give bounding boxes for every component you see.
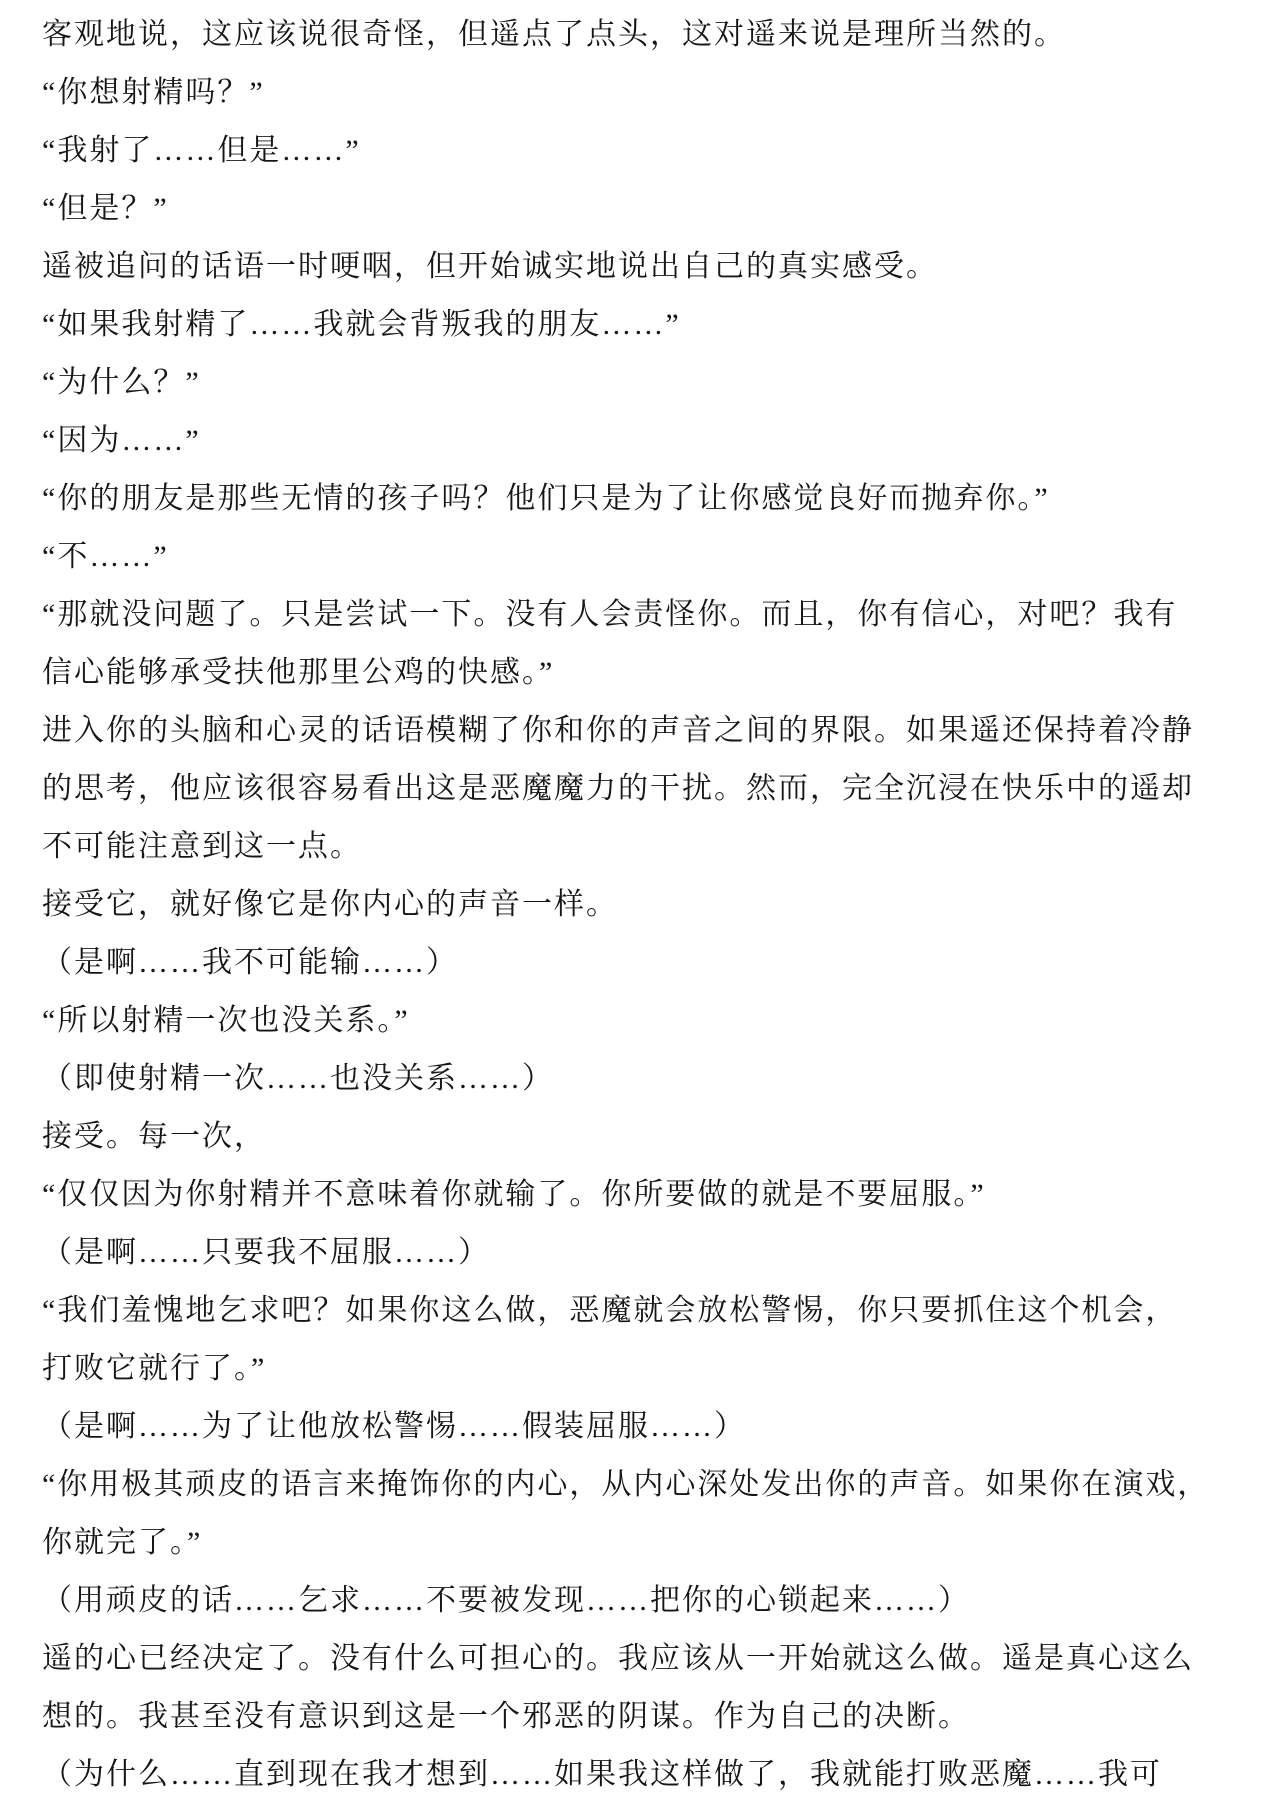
text-line: “所以射精一次也没关系。” bbox=[42, 1004, 410, 1037]
text-line: 接受。每一次， bbox=[42, 1120, 266, 1153]
text-line: 打败它就行了。” bbox=[42, 1352, 267, 1385]
text-line: “不……” bbox=[42, 540, 169, 573]
text-line: “你的朋友是那些无情的孩子吗？他们只是为了让你感觉良好而抛弃你。” bbox=[42, 482, 1050, 515]
text-line: （为什么……直到现在我才想到……如果我这样做了，我就能打败恶魔……我可 bbox=[42, 1758, 1162, 1791]
text-line: “如果我射精了……我就会背叛我的朋友……” bbox=[42, 308, 681, 341]
text-line: 遥的心已经决定了。没有什么可担心的。我应该从一开始就这么做。遥是真心这么 bbox=[42, 1642, 1194, 1675]
text-line: “我们羞愧地乞求吧？如果你这么做，恶魔就会放松警惕，你只要抓住这个机会， bbox=[42, 1294, 1178, 1327]
text-line: “你想射精吗？” bbox=[42, 76, 265, 109]
text-line: “因为……” bbox=[42, 424, 201, 457]
text-line: 想的。我甚至没有意识到这是一个邪恶的阴谋。作为自己的决断。 bbox=[42, 1700, 970, 1733]
text-line: “那就没问题了。只是尝试一下。没有人会责怪你。而且，你有信心，对吧？我有 bbox=[42, 598, 1178, 631]
text-line: 接受它，就好像它是你内心的声音一样。 bbox=[42, 888, 618, 921]
text-line: 你就完了。” bbox=[42, 1526, 203, 1559]
text-line: “为什么？” bbox=[42, 366, 201, 399]
text-line: （是啊……我不可能输……） bbox=[42, 946, 458, 979]
text-line: 不可能注意到这一点。 bbox=[42, 830, 362, 863]
text-line: 信心能够承受扶他那里公鸡的快感。” bbox=[42, 656, 555, 689]
text-line: （用顽皮的话……乞求……不要被发现……把你的心锁起来……） bbox=[42, 1584, 970, 1617]
text-line: “仅仅因为你射精并不意味着你就输了。你所要做的就是不要屈服。” bbox=[42, 1178, 986, 1211]
text-line: “我射了……但是……” bbox=[42, 134, 361, 167]
text-line: （是啊……为了让他放松警惕……假装屈服……） bbox=[42, 1410, 746, 1443]
text-line: 遥被追问的话语一时哽咽，但开始诚实地说出自己的真实感受。 bbox=[42, 250, 938, 283]
text-column bbox=[42, 2, 1242, 1800]
text-line: 进入你的头脑和心灵的话语模糊了你和你的声音之间的界限。如果遥还保持着冷静 bbox=[42, 714, 1194, 747]
text-line: 的思考，他应该很容易看出这是恶魔魔力的干扰。然而，完全沉浸在快乐中的遥却 bbox=[42, 772, 1194, 805]
text-line: “但是？” bbox=[42, 192, 169, 225]
text-line: （即使射精一次……也没关系……） bbox=[42, 1062, 554, 1095]
text-line: “你用极其顽皮的语言来掩饰你的内心，从内心深处发出你的声音。如果你在演戏， bbox=[42, 1468, 1210, 1501]
text-line: 客观地说，这应该说很奇怪，但遥点了点头，这对遥来说是理所当然的。 bbox=[42, 18, 1066, 51]
text-line: （是啊……只要我不屈服……） bbox=[42, 1236, 490, 1269]
